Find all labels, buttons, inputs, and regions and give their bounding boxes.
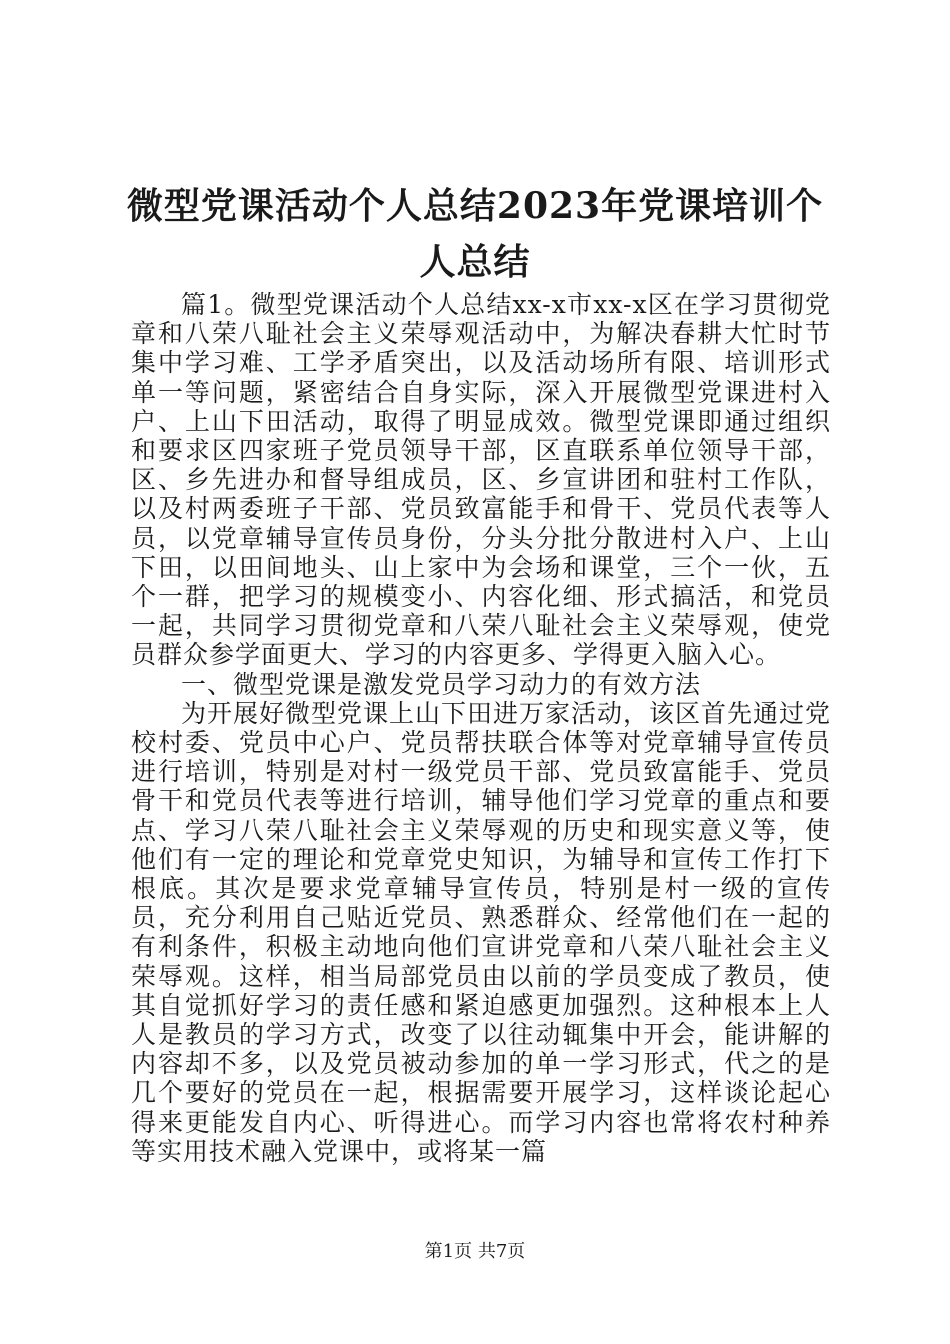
- document-title: 微型党课活动个人总结2023年党课培训个人总结: [126, 185, 824, 283]
- section-heading-1: 一、微型党课是激发党员学习动力的有效方法: [181, 669, 702, 699]
- page-number-footer: 第1页 共7页: [424, 1241, 526, 1262]
- paragraph-intro: 篇1。微型党课活动个人总结xx-x市xx-x区在学习贯彻党章和八荣八耻社会主义荣辱观活动中，为解决春耕大忙时节集中学习难、工学矛盾突出，以及活动场所有限、培训形式单一等问题，紧密结合自身实际，深入开展微型党课进村入户、上山下田活动，取得了明显成效。微型党课即通过组织和要求区四家班子党员领导干部，区直联系单位领导干部，区、乡先进办和督导组成员，区、乡宣讲团和驻村工作队，以及村两委班子干部、党员致富能手和骨干、党员代表等人员，以党章辅导宣传员身份，分头分批分散进村入户、上山下田，以田间地头、山上家中为会场和课堂，三个一伙，五个一群，把学习的规模变小、内容化细、形式搞活，和党员一起，共同学习贯彻党章和八荣八耻社会主义荣辱观，使党员群众参学面更大、学习的内容更多、学得更入脑入心。: [131, 290, 831, 670]
- document-body: [131, 290, 831, 1166]
- paragraph-section-1: 为开展好微型党课上山下田进万家活动，该区首先通过党校村委、党员中心户、党员帮扶联合体等对党章辅导宣传员进行培训，特别是对村一级党员干部、党员致富能手、党员骨干和党员代表等进行培训，辅导他们学习党章的重点和要点、学习八荣八耻社会主义荣辱观的历史和现实意义等，使他们有一定的理论和党章党史知识，为辅导和宣传工作打下根底。其次是要求党章辅导宣传员，特别是村一级的宣传员，充分利用自己贴近党员、熟悉群众、经常他们在一起的有利条件，积极主动地向他们宣讲党章和八荣八耻社会主义荣辱观。这样，相当局部党员由以前的学员变成了教员，使其自觉抓好学习的责任感和紧迫感更加强烈。这种根本上人人是教员的学习方式，改变了以往动辄集中开会，能讲解的内容却不多，以及党员被动参加的单一学习形式，代之的是几个要好的党员在一起，根据需要开展学习，这样谈论起心得来更能发自内心、听得进心。而学习内容也常将农村种养等实用技术融入党课中，或将某一篇: [131, 698, 832, 1166]
